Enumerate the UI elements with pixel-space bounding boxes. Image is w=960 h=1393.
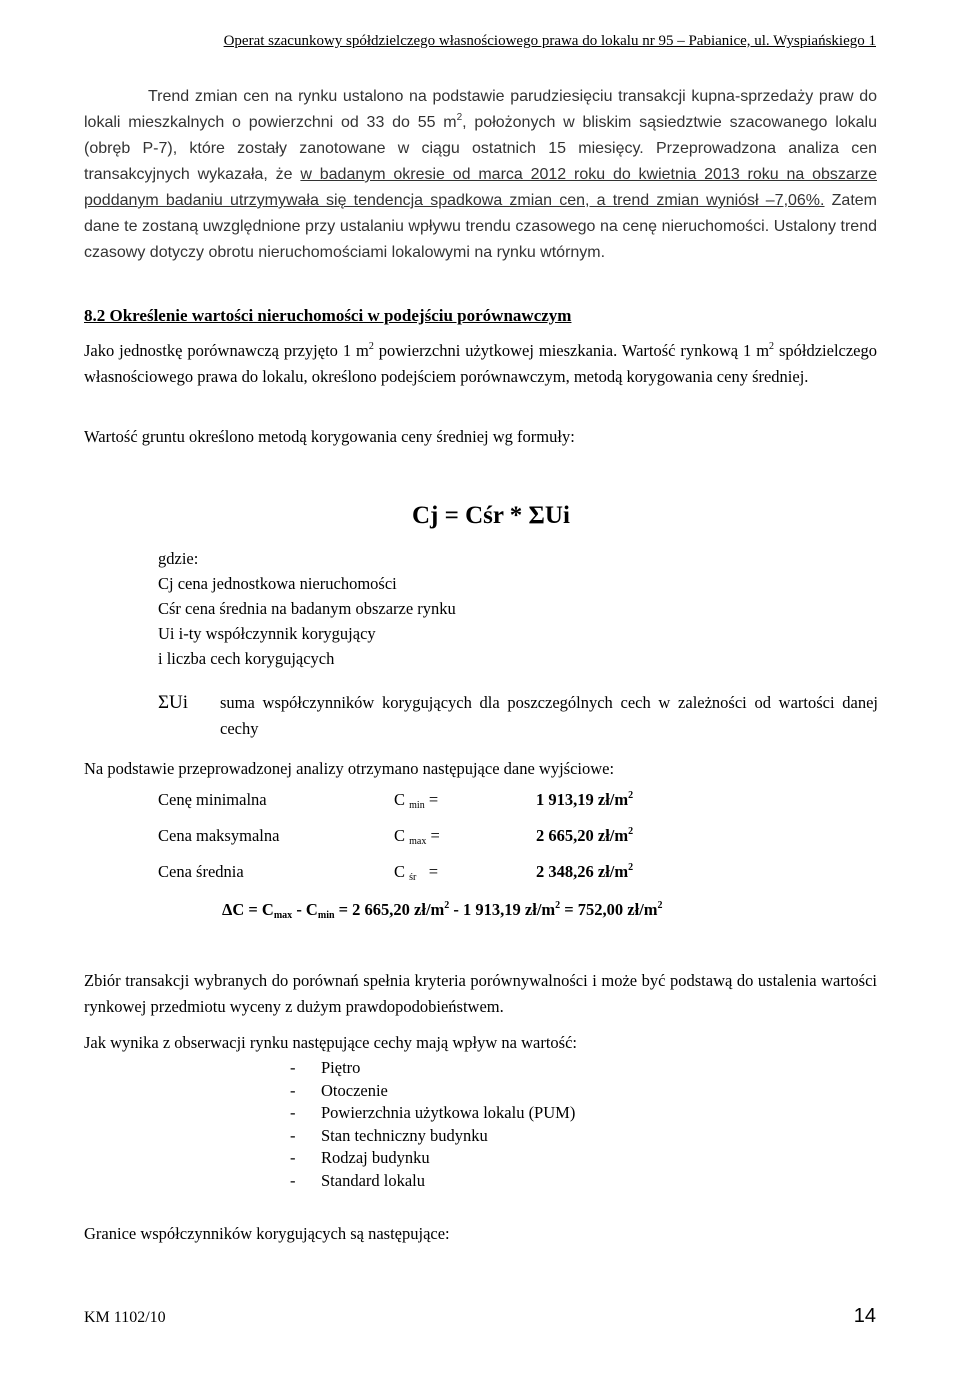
price-label-avg: Cena średnia — [158, 862, 244, 881]
trend-text-2: , położonych w bliskim sąsiedztwie szacowanego lokalu (obręb P-7), które zostały zanotowane w ciągu ostatnich 15 miesięcy. — [84, 114, 878, 157]
price-value-max: 2 665,20 $zł/m^2$ — [536, 826, 634, 845]
trend-sup: 2 — [456, 112, 463, 123]
delta-formula: $\Delta C = C_{max} - C_{min} = 2$ 665,20 $zł/m^2 - 1$ 913,19 $zł/m^2 = 752,00$ $zł/m^2$ — [222, 900, 663, 921]
list-item: - Piętro — [290, 1058, 361, 1077]
unit-text-3: spółdzielczego własnościowego prawa do lokalu, określono podejściem porównawczym, metodą korygowania ceny średniej. — [84, 341, 878, 386]
legend-item: Ui i-ty współczynnik korygujący — [158, 624, 376, 643]
trend-paragraph — [84, 84, 877, 266]
transactions-paragraph: Zbiór transakcji wybranych do porównań spełnia kryteria porównywalności i może być podstawą do ustalenia wartości rynkowej przedmiotu wyceny z dużym prawdopodobieństwem. — [84, 971, 877, 1016]
sum-symbol: ΣUi — [158, 692, 189, 713]
limits-paragraph: Granice współczynników korygujących są następujące: — [84, 1224, 450, 1243]
price-symbol-min: C $_{min}$ = — [394, 790, 439, 811]
data-intro: Na podstawie przeprowadzonej analizy otrzymano następujące dane wyjściowe: — [84, 759, 615, 778]
price-symbol-avg: C $_{śr}$ = — [394, 862, 439, 883]
legend-item: i liczba cech korygujących — [158, 649, 335, 668]
price-value-min: 1 913,19 $zł/m^2$ — [536, 790, 634, 809]
footer-code: KM 1102/10 — [84, 1309, 166, 1326]
formula: Cj = Cśr * ΣUi — [412, 502, 570, 529]
unit-paragraph — [84, 338, 877, 390]
price-symbol-max: C $_{max}$ = — [394, 826, 440, 847]
sum-text: suma współczynników korygujących dla poszczególnych cech w zależności od wartości danej cechy — [220, 693, 878, 738]
unit-text-1: Jako jednostkę porównawczą przyjęto 1 m — [84, 341, 369, 360]
price-value-avg: 2 348,26 $zł/m^2$ — [536, 862, 634, 881]
price-label-min: Cenę minimalna — [158, 790, 267, 809]
list-item: - Stan techniczny budynku — [290, 1125, 488, 1145]
trend-text-1: Trend zmian cen na rynku ustalono na podstawie parudziesięciu transakcji kupna-sprzedaży praw do lokali mieszkalnych o powierzchni od 33 do 55 m — [84, 88, 877, 131]
legend-item: Cj cena jednostkowa nieruchomości — [158, 574, 397, 593]
trend-text-4: Zatem dane te zostaną uwzględnione przy ustalaniu wpływu trendu czasowego na cenę nieruchomości. Ustalony trend czasowy dotyczy obrotu nieruchomościami lokalowymi na rynku wtórnym. — [84, 192, 877, 261]
legend-intro: gdzie: — [158, 549, 199, 568]
legend-item: Cśr cena średnia na badanym obszarze rynku — [158, 599, 456, 618]
page-number: 14 — [853, 1305, 876, 1327]
trend-underlined: w badanym okresie od marca 2012 roku do kwietnia 2013 roku na obszarze poddanym badaniu utrzymywała się tendencja spadkowa zmian cen, a trend zmian wyniósł –7,06%. — [84, 166, 877, 209]
list-item: - Rodzaj budynku — [290, 1148, 430, 1167]
list-item: - Otoczenie — [290, 1080, 388, 1100]
unit-text-2: powierzchni użytkowej mieszkania. Wartość rynkową 1 m — [373, 341, 770, 360]
page-header: Operat szacunkowy spółdzielczego własnościowego prawa do lokalu nr 95 – Pabianice, ul. Wyspiańskiego 1 — [223, 33, 876, 49]
unit-sup-1: 2 — [368, 341, 374, 352]
list-item: - Standard lokalu — [290, 1170, 426, 1190]
sum-definition — [158, 690, 878, 742]
features-list — [290, 1057, 575, 1192]
section-heading: 8.2 Określenie wartości nieruchomości w podejściu porównawczym — [84, 306, 572, 325]
features-intro: Jak wynika z obserwacji rynku następujące cechy mają wpływ na wartość: — [84, 1033, 577, 1052]
list-item: - Powierzchnia użytkowa lokalu (PUM) — [290, 1103, 576, 1122]
trend-text-3: Przeprowadzona analiza cen transakcyjnych wykazała, że — [84, 140, 877, 183]
price-label-max: Cena maksymalna — [158, 826, 280, 845]
unit-sup-2: 2 — [769, 341, 775, 352]
formula-intro: Wartość gruntu określono metodą korygowania ceny średniej wg formuły: — [84, 427, 575, 446]
